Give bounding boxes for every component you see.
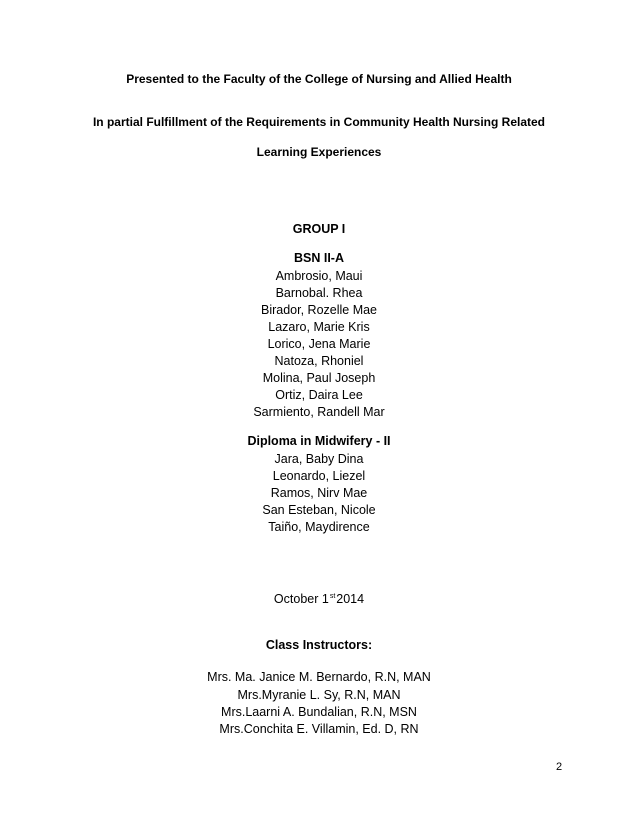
member-name: Jara, Baby Dina [274,452,364,466]
member-name: Lorico, Jena Marie [267,337,371,351]
instructor-name: Mrs.Conchita E. Villamin, Ed. D, RN [219,722,419,736]
instructor-name: Mrs.Laarni A. Bundalian, R.N, MSN [221,705,417,719]
member-name: Sarmiento, Randell Mar [253,405,385,419]
date-ordinal-suffix: st [329,593,336,600]
section-heading-bsn: BSN II-A [294,251,344,265]
member-name: Ortiz, Daira Lee [275,388,363,402]
instructors-heading: Class Instructors: [265,638,373,652]
member-name: Ambrosio, Maui [275,269,363,283]
member-name: Leonardo, Liezel [272,469,366,483]
member-name: Birador, Rozelle Mae [260,303,378,317]
date-year: 2014 [336,592,365,606]
member-name: Ramos, Nirv Mae [270,486,368,500]
member-name: Lazaro, Marie Kris [268,320,370,334]
date-line [0,588,638,608]
presented-line: Presented to the Faculty of the College of Nursing and Allied Health [126,72,512,86]
member-name: Barnobal. Rhea [275,286,363,300]
page-number: 2 [556,761,563,773]
section-heading-midwifery: Diploma in Midwifery - II [247,434,391,448]
member-name: San Esteban, Nicole [262,503,376,517]
instructor-name: Mrs.Myranie L. Sy, R.N, MAN [237,688,401,702]
fulfillment-line-2: Learning Experiences [256,145,382,159]
date-month-day: October 1 [273,592,329,606]
fulfillment-line: In partial Fulfillment of the Requirements in Community Health Nursing Related [92,115,546,129]
member-name: Natoza, Rhoniel [274,354,364,368]
instructor-name: Mrs. Ma. Janice M. Bernardo, R.N, MAN [207,670,431,684]
group-title: GROUP I [292,222,346,236]
member-name: Molina, Paul Joseph [262,371,376,385]
member-name: Taiño, Maydirence [268,520,370,534]
